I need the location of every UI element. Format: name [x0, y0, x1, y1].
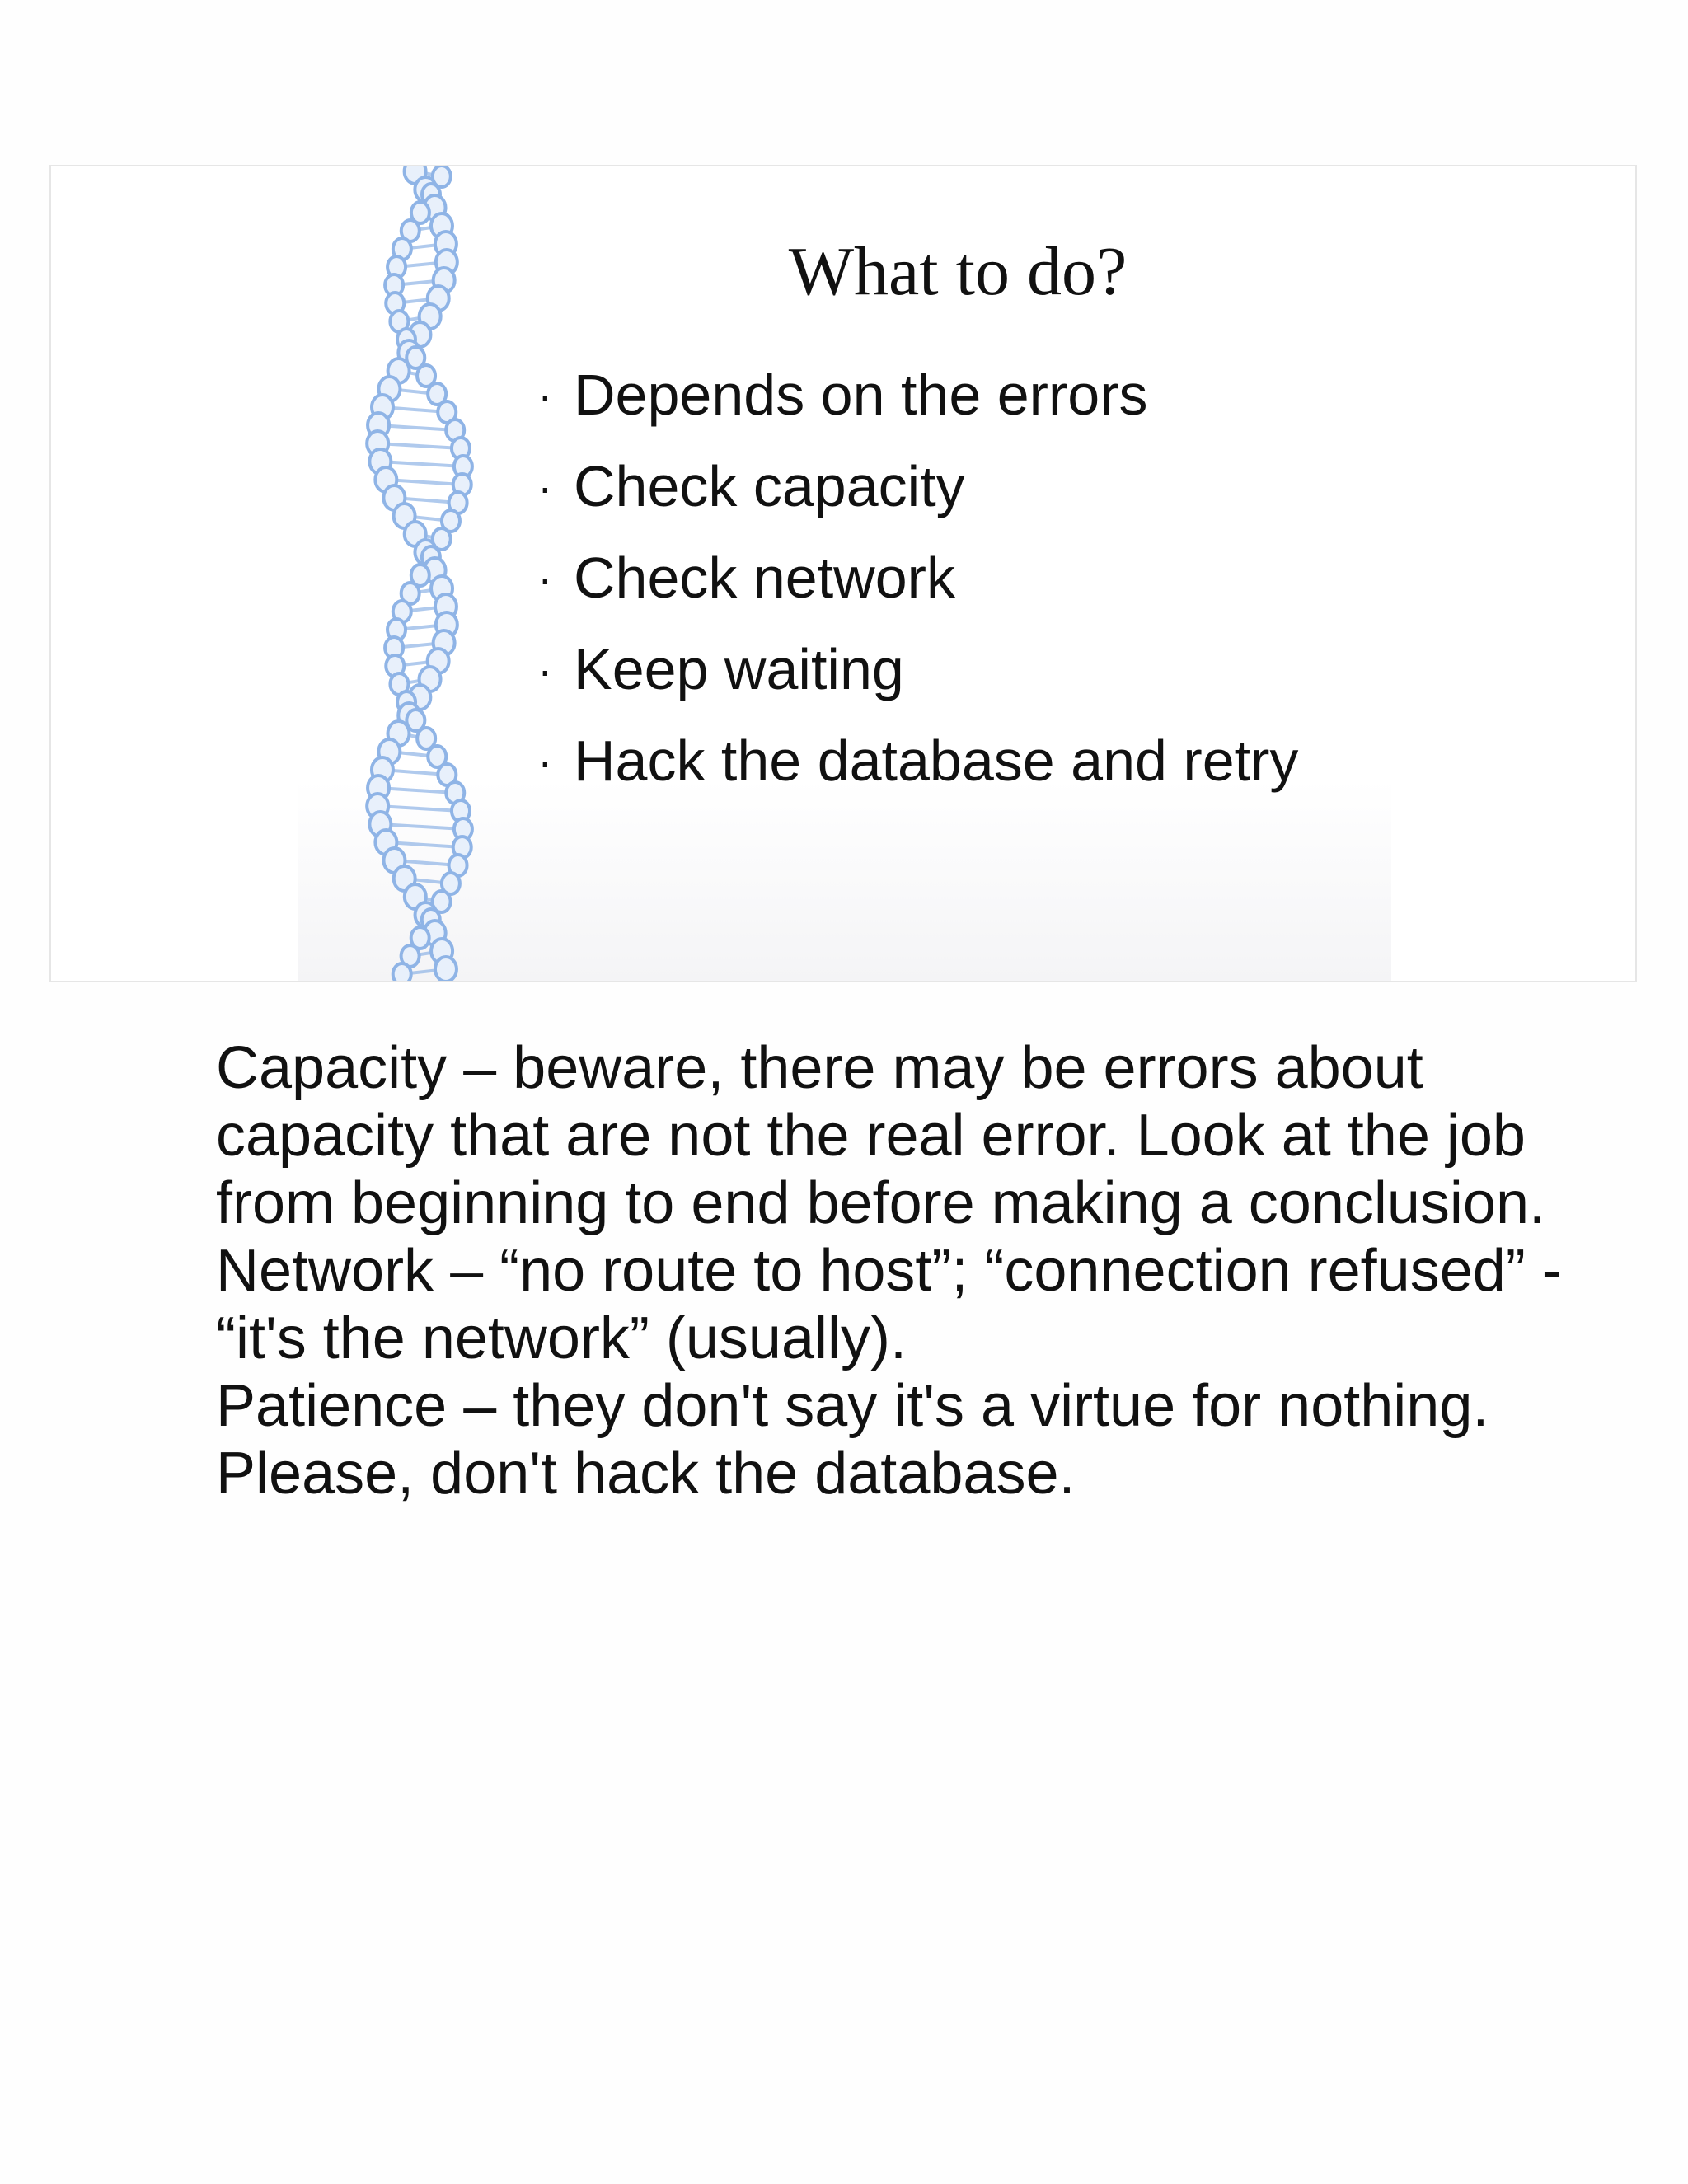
- bullet-list: [480, 349, 1298, 807]
- bullet-item: [480, 441, 1298, 532]
- bullet-dot: ·: [537, 552, 553, 604]
- bullet-dot: ·: [537, 644, 553, 696]
- bullet-dot: ·: [537, 735, 553, 787]
- bullet-text: Check capacity: [574, 454, 965, 518]
- bullet-item: [480, 715, 1298, 807]
- notes-paragraph: Please, don't hack the database.: [216, 1441, 1076, 1507]
- bullet-text: Hack the database and retry: [574, 729, 1299, 793]
- bullet-text: Check network: [574, 546, 955, 610]
- bullet-item: [480, 349, 1298, 441]
- bullet-text: Depends on the errors: [574, 363, 1148, 427]
- bullet-dot: ·: [537, 461, 553, 513]
- slide-title: What to do?: [788, 233, 1128, 310]
- bullet-text: Keep waiting: [574, 637, 904, 701]
- bullet-item: [480, 624, 1298, 715]
- notes-paragraph: Capacity – beware, there may be errors about capacity that are not the real error. Look at the job from beginning to end before making a conclusion.: [216, 1035, 1546, 1236]
- bullet-dot: ·: [537, 369, 553, 421]
- bullet-item: [480, 532, 1298, 624]
- speaker-notes: [216, 1034, 1634, 1507]
- slide-thumbnail: [49, 165, 1637, 982]
- notes-paragraph: Network – “no route to host”; “connection refused” - “it's the network” (usually).: [216, 1238, 1562, 1371]
- notes-paragraph: Patience – they don't say it's a virtue for nothing.: [216, 1373, 1489, 1439]
